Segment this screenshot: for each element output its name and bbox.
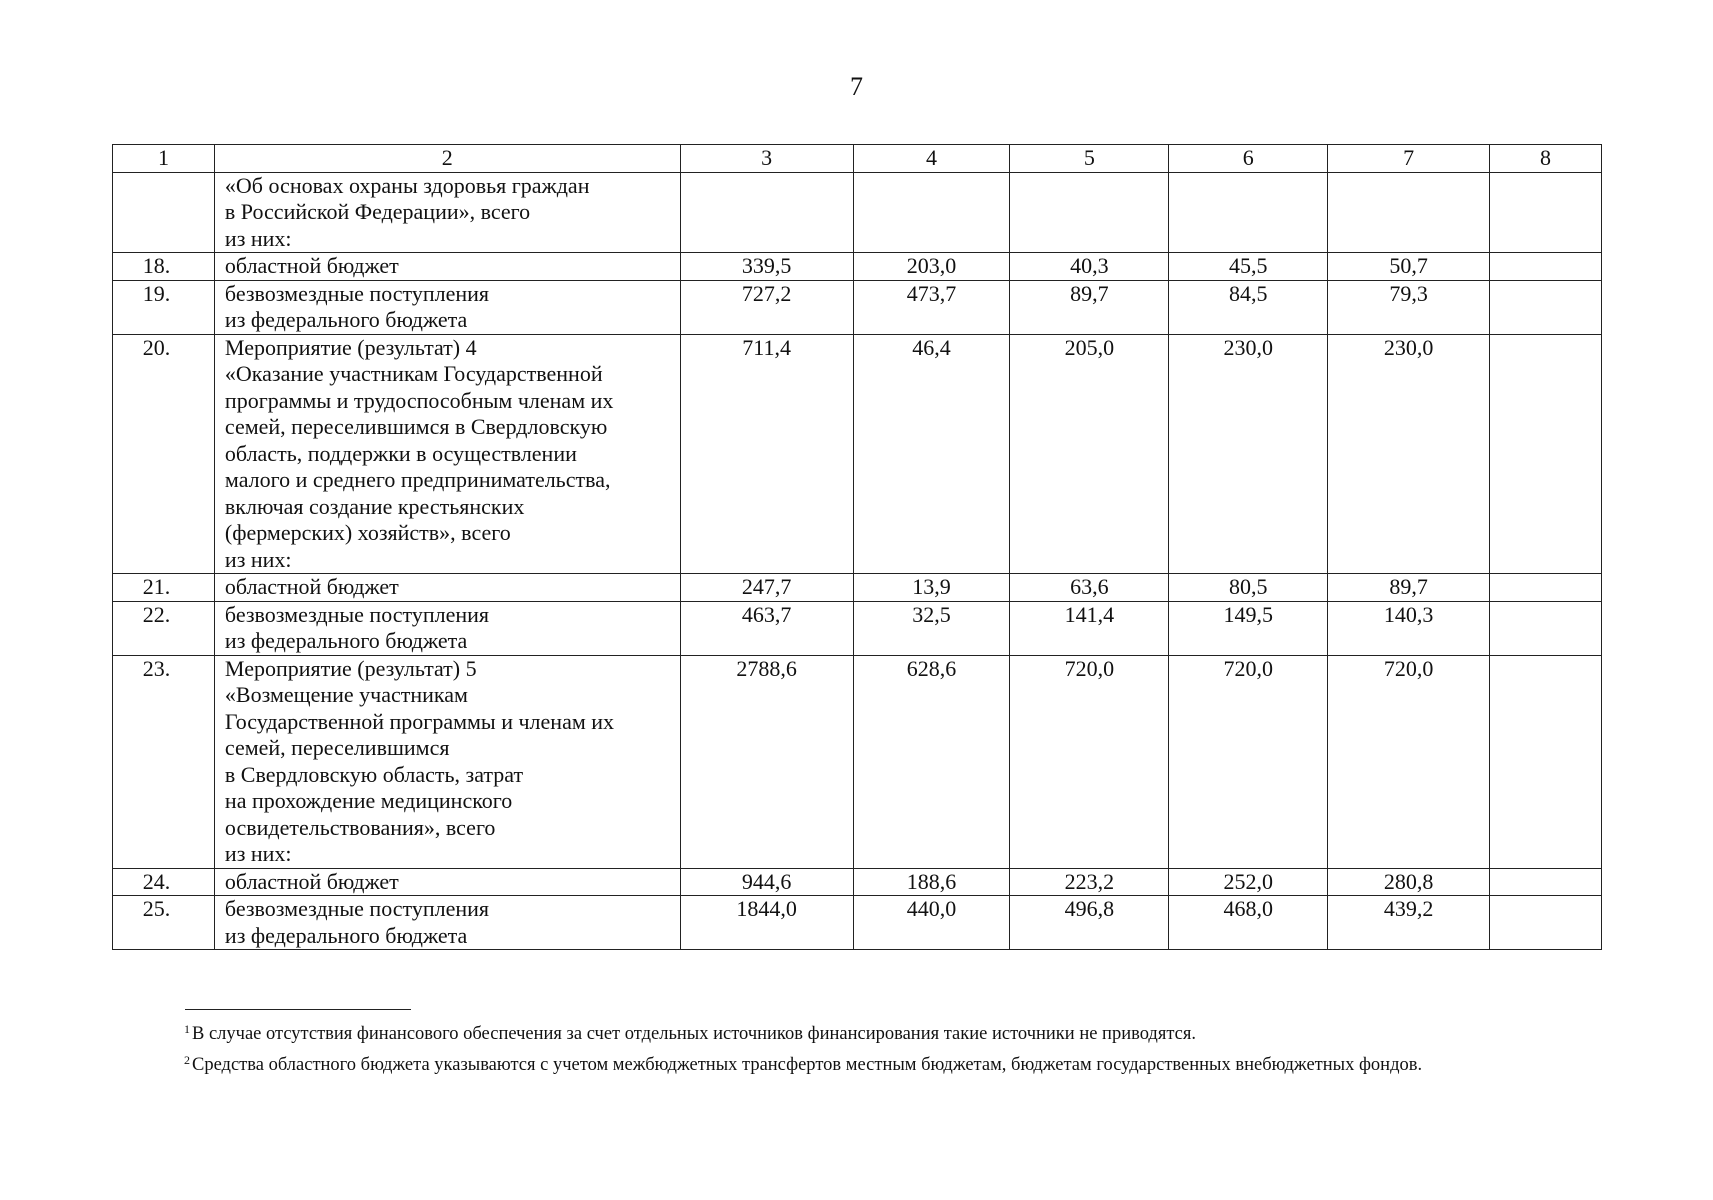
value-cell-8 xyxy=(1490,868,1602,896)
table-row xyxy=(113,574,1602,602)
value-cell-4: 32,5 xyxy=(853,601,1010,655)
footnote-text: В случае отсутствия финансового обеспечения за счет отдельных источников финансирования такие источники не приводятся. xyxy=(192,1024,1197,1044)
value-cell-7: 439,2 xyxy=(1328,896,1490,950)
value-cell-5: 141,4 xyxy=(1010,601,1169,655)
value-cell-4: 46,4 xyxy=(853,334,1010,574)
value-cell-8 xyxy=(1490,334,1602,574)
value-cell-5: 89,7 xyxy=(1010,280,1169,334)
header-cell: 1 xyxy=(113,145,215,173)
table-row xyxy=(113,280,1602,334)
value-cell-6 xyxy=(1169,172,1328,253)
value-cell-5: 205,0 xyxy=(1010,334,1169,574)
value-cell-6: 80,5 xyxy=(1169,574,1328,602)
value-cell-5: 223,2 xyxy=(1010,868,1169,896)
value-cell-7: 50,7 xyxy=(1328,253,1490,281)
value-cell-7: 280,8 xyxy=(1328,868,1490,896)
value-cell-8 xyxy=(1490,655,1602,868)
footnote-text: Средства областного бюджета указываются с учетом межбюджетных трансфертов местным бюджетам, бюджетам государственных внебюджетных фондов. xyxy=(192,1055,1423,1075)
table-row xyxy=(113,172,1602,253)
footnote-separator xyxy=(185,1009,411,1010)
row-number-cell: 23. xyxy=(113,655,215,868)
footnote-mark: 2 xyxy=(184,1053,190,1067)
value-cell-4 xyxy=(853,172,1010,253)
value-cell-5: 40,3 xyxy=(1010,253,1169,281)
header-cell: 8 xyxy=(1490,145,1602,173)
row-number-cell: 21. xyxy=(113,574,215,602)
budget-table xyxy=(112,144,1602,950)
value-cell-8 xyxy=(1490,280,1602,334)
value-cell-3: 727,2 xyxy=(680,280,853,334)
value-cell-4: 440,0 xyxy=(853,896,1010,950)
row-label-cell: безвозмездные поступления из федерального бюджета xyxy=(214,601,680,655)
row-number-cell: 18. xyxy=(113,253,215,281)
value-cell-4: 203,0 xyxy=(853,253,1010,281)
value-cell-7 xyxy=(1328,172,1490,253)
value-cell-5: 63,6 xyxy=(1010,574,1169,602)
footnotes xyxy=(112,1016,1602,1078)
row-number-cell: 25. xyxy=(113,896,215,950)
row-label-cell: областной бюджет xyxy=(214,574,680,602)
value-cell-4: 473,7 xyxy=(853,280,1010,334)
value-cell-3: 2788,6 xyxy=(680,655,853,868)
value-cell-3 xyxy=(680,172,853,253)
table-row xyxy=(113,655,1602,868)
footnote-2 xyxy=(112,1047,1602,1078)
value-cell-7: 720,0 xyxy=(1328,655,1490,868)
value-cell-5: 496,8 xyxy=(1010,896,1169,950)
table-header-row xyxy=(113,145,1602,173)
row-label-cell: «Об основах охраны здоровья граждан в Российской Федерации», всего из них: xyxy=(214,172,680,253)
table-row xyxy=(113,896,1602,950)
value-cell-8 xyxy=(1490,253,1602,281)
footnote-mark: 1 xyxy=(184,1022,190,1036)
table-row xyxy=(113,868,1602,896)
value-cell-5 xyxy=(1010,172,1169,253)
value-cell-8 xyxy=(1490,574,1602,602)
value-cell-6: 252,0 xyxy=(1169,868,1328,896)
page-number: 7 xyxy=(850,72,863,101)
value-cell-7: 230,0 xyxy=(1328,334,1490,574)
value-cell-3: 711,4 xyxy=(680,334,853,574)
table-row xyxy=(113,253,1602,281)
header-cell: 2 xyxy=(214,145,680,173)
value-cell-6: 149,5 xyxy=(1169,601,1328,655)
value-cell-7: 89,7 xyxy=(1328,574,1490,602)
value-cell-3: 1844,0 xyxy=(680,896,853,950)
row-label-cell: безвозмездные поступления из федерального бюджета xyxy=(214,896,680,950)
header-cell: 5 xyxy=(1010,145,1169,173)
value-cell-7: 79,3 xyxy=(1328,280,1490,334)
value-cell-3: 247,7 xyxy=(680,574,853,602)
header-cell: 3 xyxy=(680,145,853,173)
row-number-cell: 22. xyxy=(113,601,215,655)
row-number-cell: 19. xyxy=(113,280,215,334)
value-cell-6: 230,0 xyxy=(1169,334,1328,574)
header-cell: 6 xyxy=(1169,145,1328,173)
value-cell-7: 140,3 xyxy=(1328,601,1490,655)
row-label-cell: Мероприятие (результат) 5 «Возмещение участникам Государственной программы и членам их семей, переселившимся в Свердловскую область, затрат на прохождение медицинского освидетельствования», всего из них: xyxy=(214,655,680,868)
value-cell-8 xyxy=(1490,601,1602,655)
row-label-cell: областной бюджет xyxy=(214,868,680,896)
footnote-1 xyxy=(112,1016,1602,1047)
value-cell-4: 13,9 xyxy=(853,574,1010,602)
header-cell: 4 xyxy=(853,145,1010,173)
value-cell-4: 188,6 xyxy=(853,868,1010,896)
row-label-cell: безвозмездные поступления из федерального бюджета xyxy=(214,280,680,334)
value-cell-6: 84,5 xyxy=(1169,280,1328,334)
table-row xyxy=(113,334,1602,574)
value-cell-6: 45,5 xyxy=(1169,253,1328,281)
value-cell-3: 339,5 xyxy=(680,253,853,281)
row-number-cell: 20. xyxy=(113,334,215,574)
value-cell-8 xyxy=(1490,172,1602,253)
value-cell-3: 944,6 xyxy=(680,868,853,896)
header-cell: 7 xyxy=(1328,145,1490,173)
value-cell-6: 720,0 xyxy=(1169,655,1328,868)
value-cell-3: 463,7 xyxy=(680,601,853,655)
value-cell-8 xyxy=(1490,896,1602,950)
row-label-cell: областной бюджет xyxy=(214,253,680,281)
row-number-cell xyxy=(113,172,215,253)
row-label-cell: Мероприятие (результат) 4 «Оказание участникам Государственной программы и трудоспособным членам их семей, переселившимся в Свердловскую область, поддержки в осуществлении малого и среднего предпринимательства, включая создание крестьянских (фермерских) хозяйств», всего из них: xyxy=(214,334,680,574)
row-number-cell: 24. xyxy=(113,868,215,896)
value-cell-5: 720,0 xyxy=(1010,655,1169,868)
value-cell-6: 468,0 xyxy=(1169,896,1328,950)
table-row xyxy=(113,601,1602,655)
value-cell-4: 628,6 xyxy=(853,655,1010,868)
